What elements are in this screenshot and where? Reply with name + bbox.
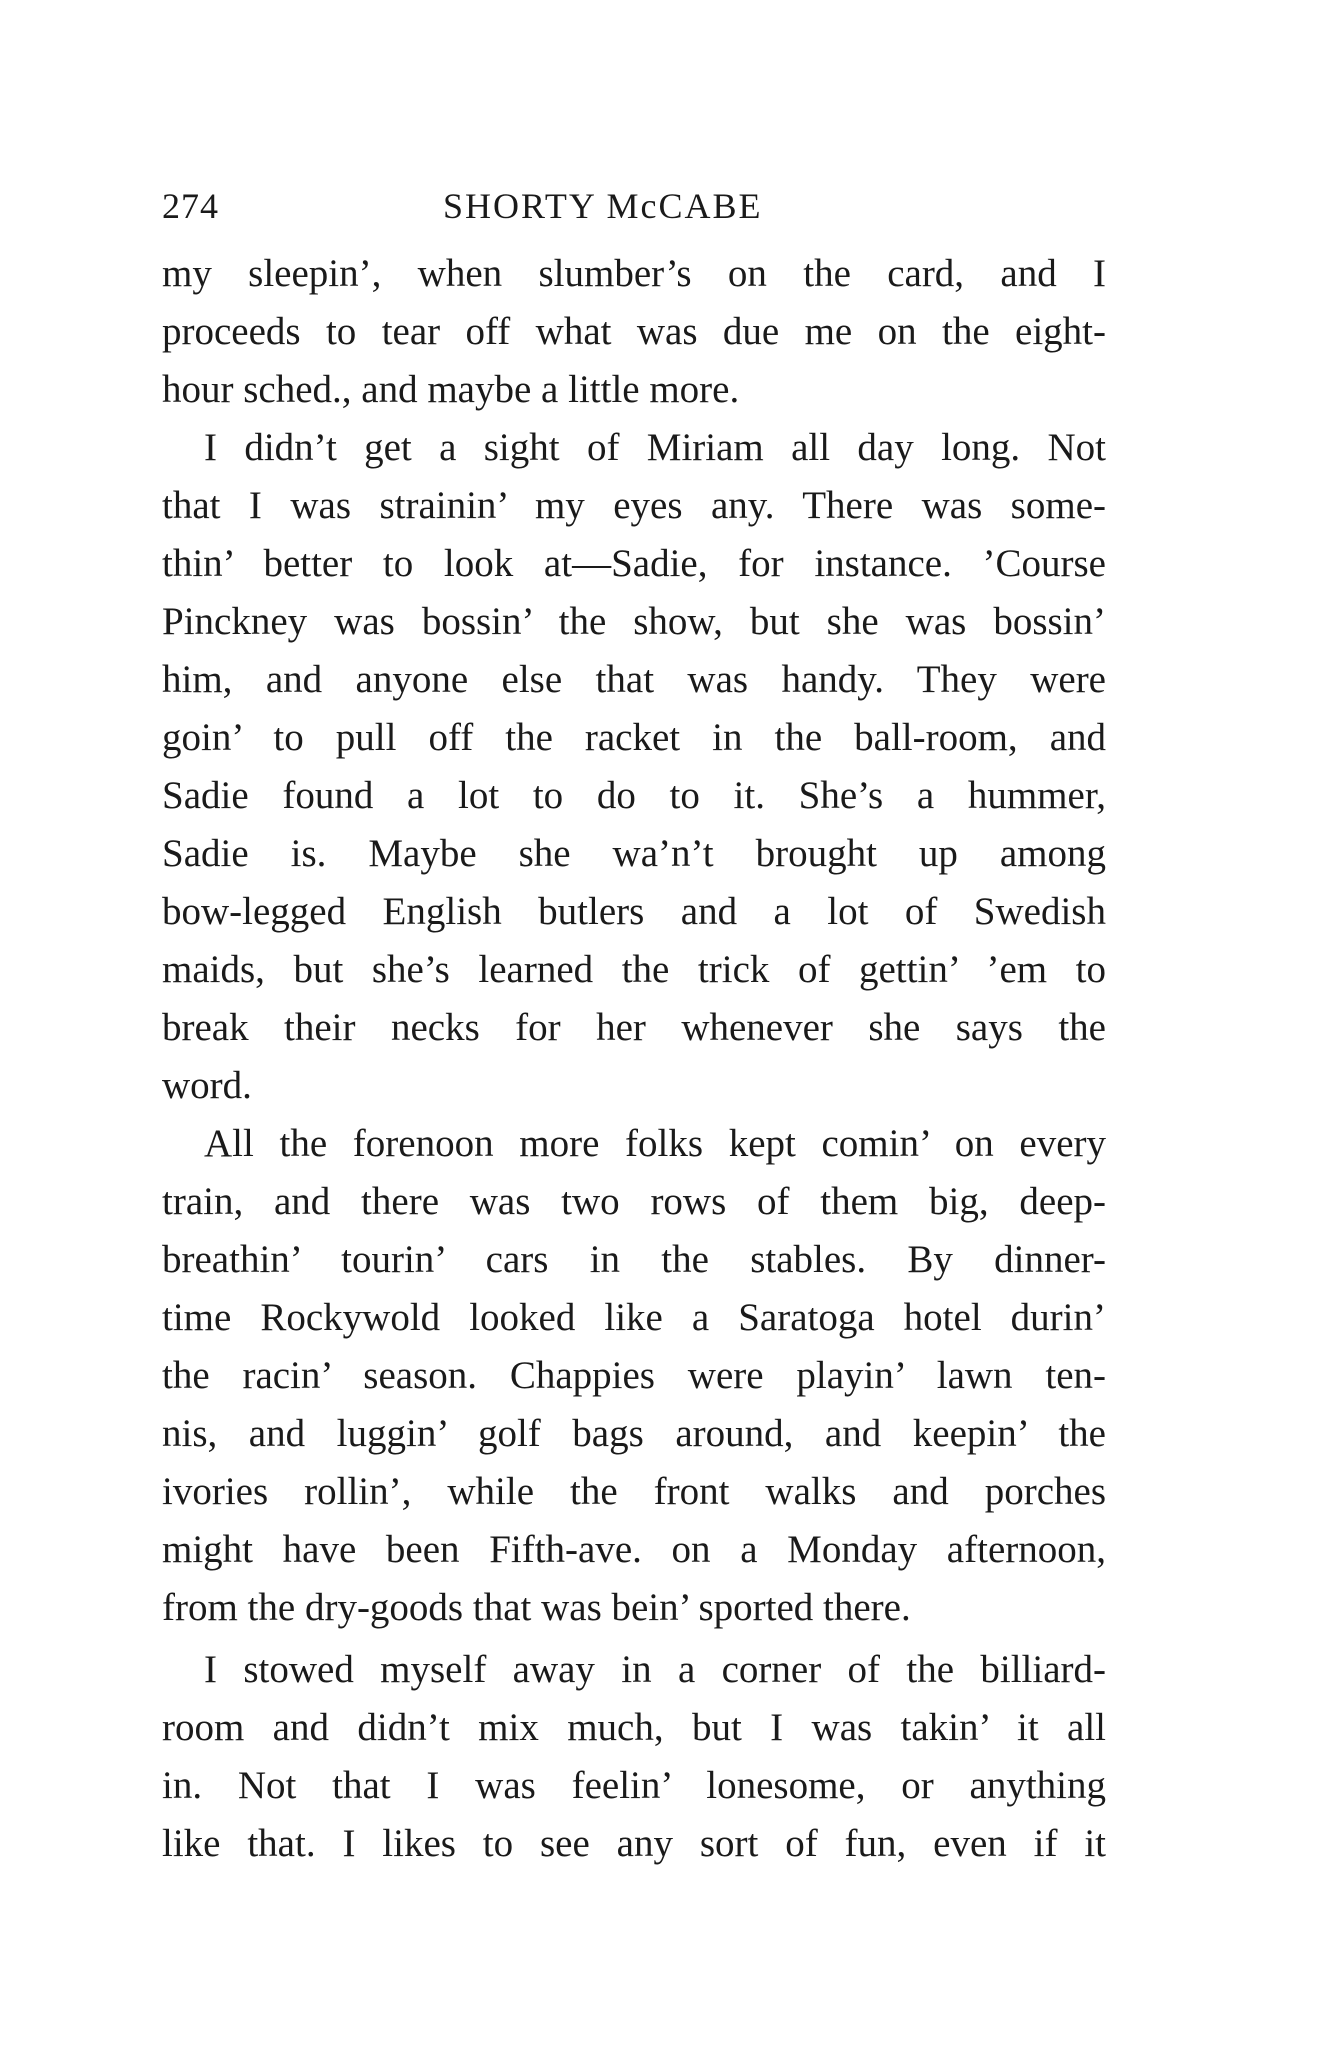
text-line: Sadie is. Maybe she wa’n’t brought up among: [162, 832, 1106, 875]
text-line: maids, but she’s learned the trick of gettin’ ’em to: [162, 948, 1106, 991]
text-line: him, and anyone else that was handy. They were: [162, 658, 1106, 701]
text-line: All the forenoon more folks kept comin’ on every: [204, 1122, 1106, 1165]
text-line: the racin’ season. Chappies were playin’ lawn ten-: [162, 1354, 1106, 1397]
text-line: nis, and luggin’ golf bags around, and keepin’ the: [162, 1412, 1106, 1455]
page-number: 274: [162, 186, 219, 226]
text-line: Pinckney was bossin’ the show, but she was bossin’: [162, 600, 1106, 643]
text-line: goin’ to pull off the racket in the ball-room, and: [162, 716, 1106, 759]
text-line: my sleepin’, when slumber’s on the card, and I: [162, 252, 1106, 295]
text-line: proceeds to tear off what was due me on the eight-: [162, 310, 1106, 353]
text-line: word.: [162, 1064, 252, 1107]
text-line: I didn’t get a sight of Miriam all day long. Not: [204, 426, 1106, 469]
text-line: hour sched., and maybe a little more.: [162, 368, 740, 411]
text-line: from the dry-goods that was bein’ sported there.: [162, 1586, 911, 1629]
text-line: ivories rollin’, while the front walks and porches: [162, 1470, 1106, 1513]
text-line: Sadie found a lot to do to it. She’s a hummer,: [162, 774, 1106, 817]
text-line: like that. I likes to see any sort of fun, even if it: [162, 1822, 1106, 1865]
running-head: [162, 185, 1106, 235]
text-line: room and didn’t mix much, but I was takin’ it all: [162, 1706, 1106, 1749]
text-line: might have been Fifth-ave. on a Monday afternoon,: [162, 1528, 1106, 1571]
text-body: [162, 245, 1106, 1873]
text-line: break their necks for her whenever she says the: [162, 1006, 1106, 1049]
text-line: I stowed myself away in a corner of the billiard-: [204, 1648, 1106, 1691]
text-line: time Rockywold looked like a Saratoga hotel durin’: [162, 1296, 1106, 1339]
text-line: in. Not that I was feelin’ lonesome, or anything: [162, 1764, 1106, 1807]
text-line: train, and there was two rows of them big, deep-: [162, 1180, 1106, 1223]
text-line: that I was strainin’ my eyes any. There was some-: [162, 484, 1106, 527]
running-title: SHORTY McCABE: [443, 186, 763, 226]
text-line: bow-legged English butlers and a lot of Swedish: [162, 890, 1106, 933]
text-line: breathin’ tourin’ cars in the stables. By dinner-: [162, 1238, 1106, 1281]
text-line: thin’ better to look at—Sadie, for instance. ’Course: [162, 542, 1106, 585]
